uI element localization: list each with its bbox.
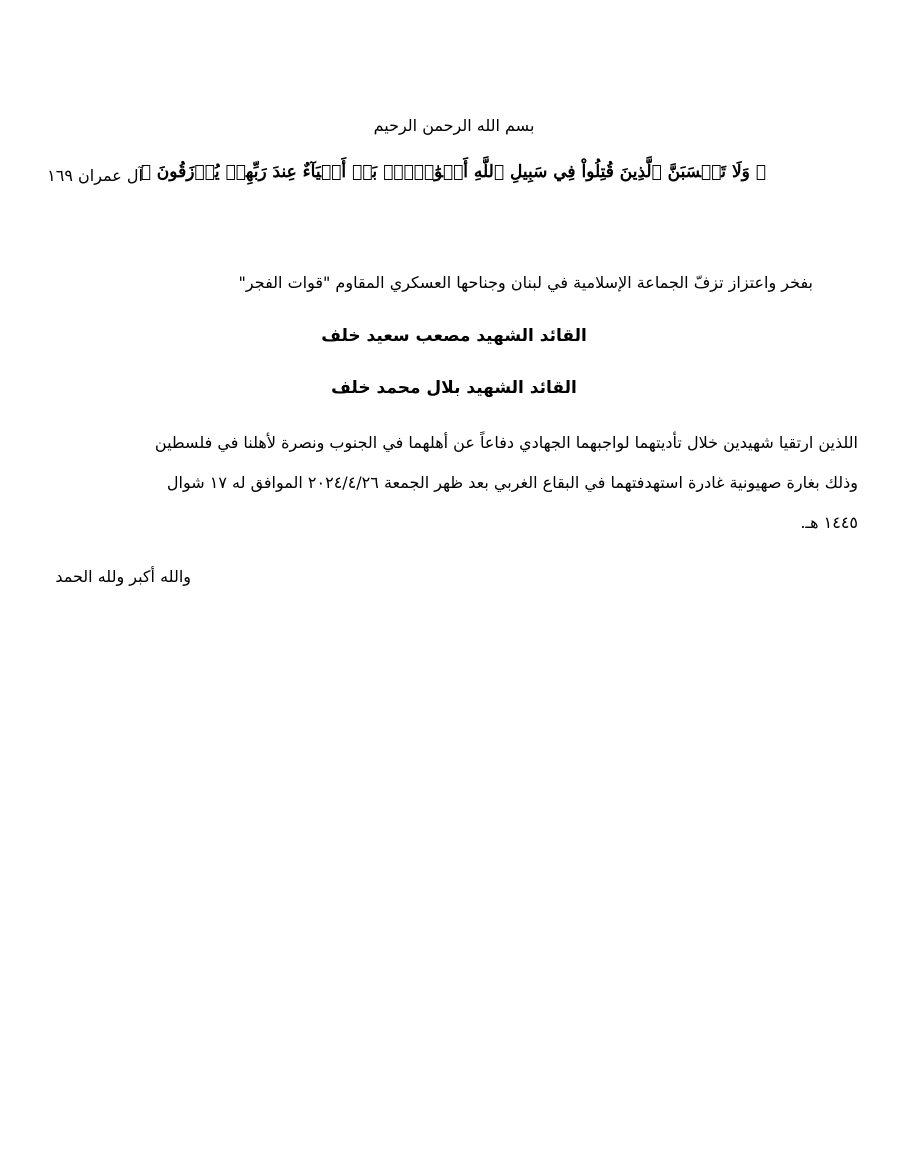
basmala: بسم الله الرحمن الرحيم	[373, 116, 535, 135]
closing-phrase: والله أكبر ولله الحمد	[55, 567, 191, 586]
body-text-line-1: اللذين ارتقيا شهيدين خلال تأديتهما لواجبهما الجهادي دفاعاً عن أهلهما في الجنوب ونصرة لأهلنا في فلسطين	[154, 433, 858, 452]
body-text-line-3: ١٤٤٥ هـ.	[800, 513, 858, 532]
quran-verse: ﴿ وَلَا تَحۡسَبَنَّ ٱلَّذِينَ قُتِلُواْ فِي سَبِيلِ ٱللَّهِ أَمۡوَٰتَۢاۚ بَلۡ أَحۡيَآءٌ عِندَ رَبِّهِمۡ يُرۡزَقُونَ ﴾	[140, 162, 766, 182]
martyr-name-2: القائد الشهيد بلال محمد خلف	[331, 378, 577, 398]
verse-reference: آل عمران ١٦٩	[47, 166, 143, 185]
martyr-name-1: القائد الشهيد مصعب سعيد خلف	[321, 326, 587, 346]
body-text-line-2: وذلك بغارة صهيونية غادرة استهدفتهما في البقاع الغربي بعد ظهر الجمعة ٢٠٢٤/٤/٢٦ الموافق له ١٧ شوال	[166, 473, 858, 492]
announcement-intro: بفخر واعتزاز تزفّ الجماعة الإسلامية في لبنان وجناحها العسكري المقاوم "قوات الفجر"	[238, 273, 813, 292]
